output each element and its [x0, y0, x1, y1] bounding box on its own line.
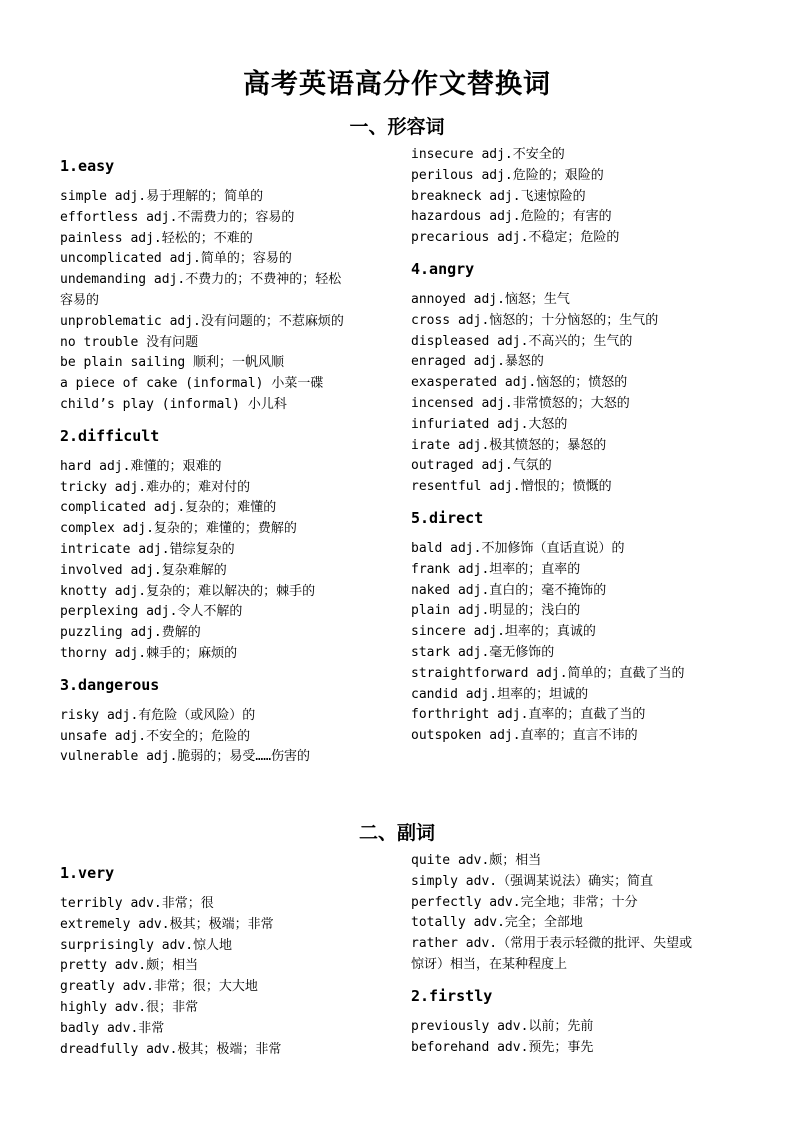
adjectives-right-column	[411, 145, 741, 747]
list-item: outspoken adj.直率的；直言不讳的	[411, 728, 638, 744]
list-item: candid adj.坦率的；坦诚的	[411, 686, 589, 702]
list-item: knotty adj.复杂的；难以解决的；棘手的	[60, 583, 316, 599]
list-item: beforehand adv.预先；事先	[411, 1039, 594, 1055]
list-item: 容易的	[60, 292, 100, 308]
list-item: complex adj.复杂的；难懂的；费解的	[60, 521, 297, 537]
list-item: annoyed adj.恼怒；生气	[411, 291, 570, 307]
heading-very: 1.very	[60, 864, 115, 882]
list-item: no trouble 没有问题	[60, 334, 199, 350]
direct-list	[411, 539, 741, 747]
heading-firstly: 2.firstly	[411, 986, 493, 1005]
list-item: dreadfully adv.极其；极端；非常	[60, 1041, 282, 1057]
heading-dangerous: 3.dangerous	[60, 675, 160, 694]
list-item: rather adv.（常用于表示轻微的批评、失望或	[411, 936, 693, 952]
list-item: bald adj.不加修饰（直话直说）的	[411, 540, 625, 556]
list-item: stark adj.毫无修饰的	[411, 644, 555, 660]
list-item: frank adj.坦率的；直率的	[411, 561, 581, 577]
list-item: 惊讶）相当，在某种程度上	[411, 956, 568, 972]
list-item: plain adj.明显的；浅白的	[411, 603, 581, 619]
list-item: highly adv.很；非常	[60, 999, 199, 1015]
page-title: 高考英语高分作文替换词	[243, 69, 551, 100]
list-item: incensed adj.非常愤怒的；大怒的	[411, 395, 630, 411]
list-item: forthright adj.直率的；直截了当的	[411, 707, 646, 723]
list-item: straightforward adj.简单的；直截了当的	[411, 665, 685, 681]
adverbs-left-column	[60, 862, 390, 1060]
list-item: hard adj.难懂的；艰难的	[60, 458, 222, 474]
very-continued-list	[411, 851, 741, 976]
list-item: involved adj.复杂难解的	[60, 562, 227, 578]
list-item: complicated adj.复杂的；难懂的	[60, 500, 277, 516]
list-item: hazardous adj.危险的；有害的	[411, 209, 612, 225]
heading-angry: 4.angry	[411, 259, 475, 278]
list-item: cross adj.恼怒的；十分恼怒的；生气的	[411, 312, 659, 328]
list-item: greatly adv.非常；很；大大地	[60, 979, 258, 995]
list-item: be plain sailing 顺利；一帆风顺	[60, 355, 285, 371]
list-item: vulnerable adj.脆弱的；易受……伤害的	[60, 749, 311, 765]
list-item: outraged adj.气氛的	[411, 458, 552, 474]
list-item: totally adv.完全；全部地	[411, 915, 583, 931]
list-item: perplexing adj.令人不解的	[60, 604, 243, 620]
list-item: risky adj.有危险（或风险）的	[60, 707, 256, 723]
angry-list	[411, 290, 741, 498]
heading-direct: 5.direct	[411, 508, 484, 527]
list-item: terribly adv.非常；很	[60, 896, 214, 911]
firstly-list	[411, 1017, 741, 1059]
list-item: surprisingly adv.惊人地	[60, 937, 233, 953]
list-item: simple adj.易于理解的；简单的	[60, 189, 264, 204]
difficult-list	[60, 457, 390, 665]
list-item: previously adv.以前；先前	[411, 1018, 594, 1034]
list-item: extremely adv.极其；极端；非常	[60, 916, 274, 932]
list-item: badly adv.非常	[60, 1020, 165, 1036]
list-item: tricky adj.难办的；难对付的	[60, 479, 251, 495]
list-item: sincere adj.坦率的；真诚的	[411, 624, 596, 640]
list-item: irate adj.极其愤怒的；暴怒的	[411, 437, 607, 453]
list-item: painless adj.轻松的；不难的	[60, 230, 253, 246]
list-item: infuriated adj.大怒的	[411, 416, 568, 432]
very-list	[60, 894, 390, 1060]
section-title-adjectives: 一、形容词	[349, 116, 445, 138]
list-item: perilous adj.危险的；艰险的	[411, 167, 604, 183]
list-item: insecure adj.不安全的	[411, 147, 565, 162]
list-item: enraged adj.暴怒的	[411, 354, 544, 370]
dangerous-list	[60, 706, 390, 768]
list-item: pretty adv.颇；相当	[60, 958, 199, 974]
list-item: uncomplicated adj.简单的；容易的	[60, 251, 292, 267]
list-item: exasperated adj.恼怒的；愤怒的	[411, 375, 628, 391]
list-item: displeased adj.不高兴的；生气的	[411, 333, 633, 349]
list-item: simply adv.（强调某说法）确实；简直	[411, 873, 654, 889]
list-item: perfectly adv.完全地；非常；十分	[411, 894, 638, 910]
list-item: precarious adj.不稳定；危险的	[411, 230, 620, 246]
list-item: unproblematic adj.没有问题的；不惹麻烦的	[60, 313, 344, 329]
list-item: quite adv.颇；相当	[411, 853, 542, 868]
heading-difficult: 2.difficult	[60, 426, 160, 445]
list-item: thorny adj.棘手的；麻烦的	[60, 645, 238, 661]
list-item: a piece of cake (informal) 小菜一碟	[60, 376, 324, 392]
list-item: naked adj.直白的；毫不掩饰的	[411, 582, 607, 598]
dangerous-continued-list	[411, 145, 741, 249]
heading-easy: 1.easy	[60, 157, 115, 175]
easy-list	[60, 187, 390, 416]
section-title-adverbs: 二、副词	[358, 822, 435, 844]
adjectives-left-column	[60, 155, 390, 768]
adverbs-right-column	[411, 851, 741, 1058]
list-item: undemanding adj.不费力的；不费神的；轻松	[60, 272, 342, 288]
list-item: unsafe adj.不安全的；危险的	[60, 728, 251, 744]
list-item: breakneck adj.飞速惊险的	[411, 188, 586, 204]
list-item: resentful adj.憎恨的；愤慨的	[411, 479, 612, 495]
list-item: effortless adj.不需费力的；容易的	[60, 209, 295, 225]
list-item: intricate adj.错综复杂的	[60, 541, 235, 557]
list-item: child’s play (informal) 小儿科	[60, 396, 287, 412]
list-item: puzzling adj.费解的	[60, 625, 201, 641]
